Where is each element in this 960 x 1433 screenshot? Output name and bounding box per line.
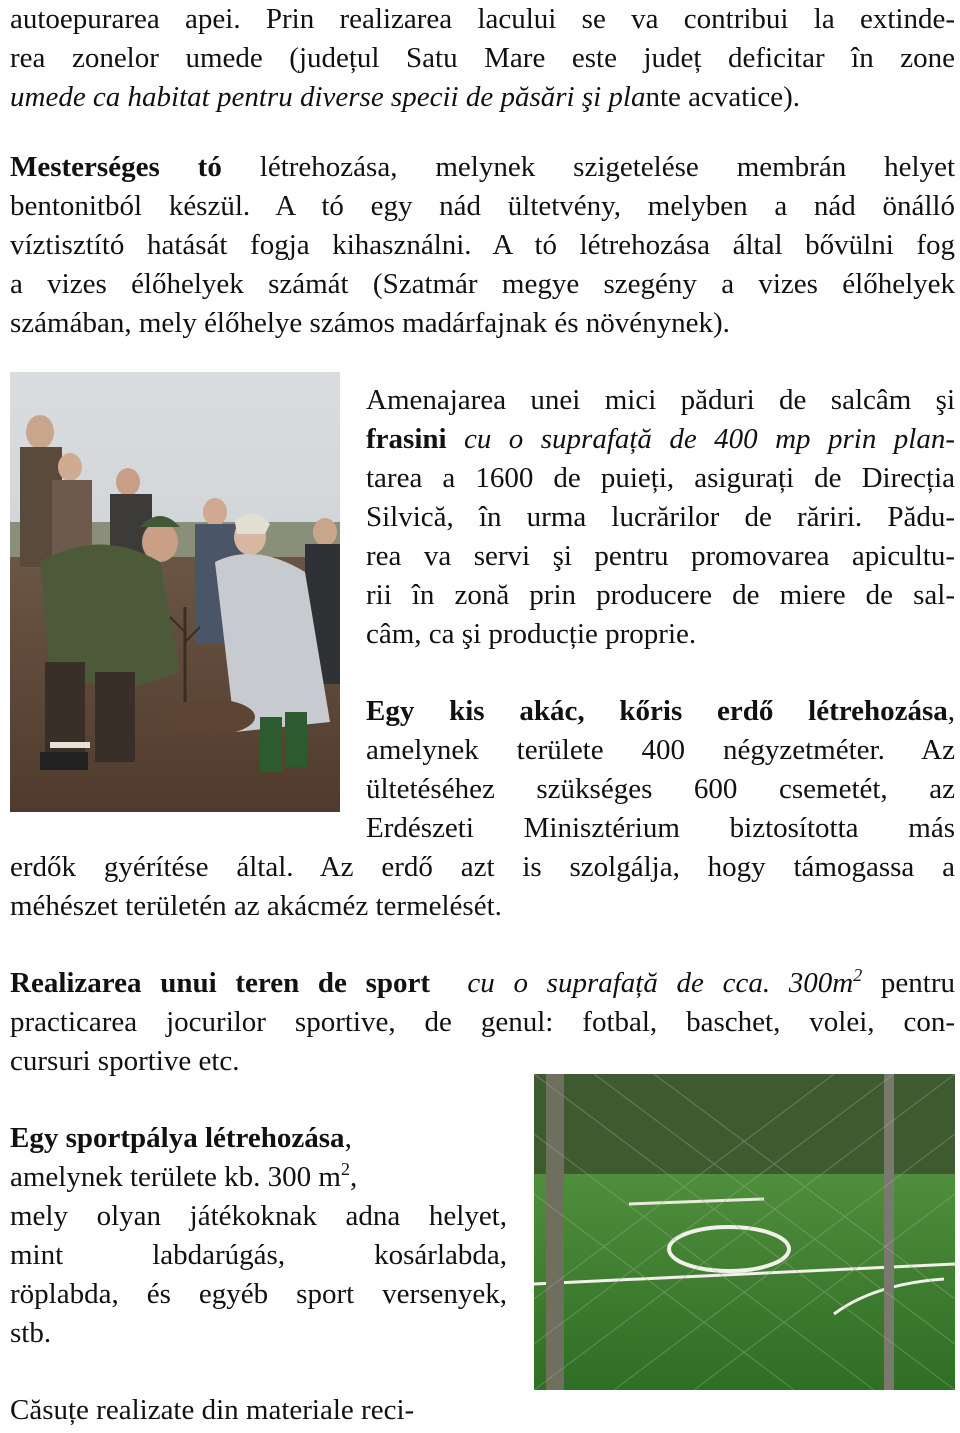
text-line: méhészet területén az akácméz termelését. (10, 890, 502, 922)
text-line (10, 148, 955, 187)
paragraph-ro-houses (10, 1391, 955, 1430)
bold-heading: Căsuțe realizate din materiale reci- (10, 1394, 415, 1426)
text-span: , (349, 1161, 358, 1193)
text-line: rea zonelor umede (județul Satu Mare este județ deficitar în zone (10, 42, 955, 74)
text-span: amelynek területe kb. 300 m (10, 1161, 341, 1193)
text-line: rii în zonă prin producere de miere de sal- (366, 579, 955, 611)
bold-heading: Mesterséges tó (10, 151, 222, 183)
text-line (10, 1158, 507, 1197)
bold-heading: frasini (366, 423, 447, 455)
paragraph-ro-sport (10, 964, 955, 1081)
text-line: bentonitból készül. A tó egy nád ültetvény, melyben a nád önálló (10, 190, 955, 222)
paragraph-hu-forest-full (10, 848, 955, 926)
text-span: , (344, 1122, 352, 1154)
text-line: rea va servi şi pentru promovarea apicultu- (366, 540, 955, 572)
text-line: autoepurarea apei. Prin realizarea lacului se va contribui la extinde- (10, 3, 955, 35)
sports-field-photo (534, 1074, 955, 1390)
text-line (10, 964, 955, 1003)
text-line: practicarea jocurilor sportive, de genul: fotbal, baschet, volei, con- (10, 1006, 955, 1038)
text-line (366, 420, 955, 459)
text-line: cursuri sportive etc. (10, 1045, 240, 1077)
text-line: mint labdarúgás, kosárlabda, (10, 1239, 507, 1271)
text-line: röplabda, és egyéb sport versenyek, (10, 1278, 507, 1310)
text-line: a vizes élőhelyek számát (Szatmár megye szegény a vizes élőhelyek (10, 268, 955, 300)
paragraph-ro-lake (10, 0, 955, 117)
superscript: 2 (853, 965, 863, 985)
text-line: számában, mely élőhelye számos madárfajnak és növénynek). (10, 307, 730, 339)
text-line (10, 1119, 507, 1158)
text-line: stb. (10, 1317, 52, 1349)
text-span: létrehozása, melynek szigetelése membrán helyet (221, 151, 956, 183)
text-line: erdők gyérítése által. Az erdő azt is szolgálja, hogy támogassa a (10, 851, 955, 883)
tree-planting-photo (10, 372, 340, 812)
paragraph-ro-forest (366, 381, 955, 654)
text-span: cu o suprafață de 400 mp prin plan- (446, 423, 955, 455)
bold-heading: Realizarea unui teren de sport (10, 967, 431, 999)
text-line: ültetéséhez szükséges 600 csemetét, az (366, 773, 955, 805)
bold-heading: Amenajarea unei mici păduri de salcâm şi (366, 384, 955, 416)
text-span: , (947, 695, 955, 727)
text-line: Erdészeti Minisztérium biztosította más (366, 812, 955, 844)
paragraph-hu-lake (10, 148, 955, 343)
text-line: víztisztító hatását fogja kihasználni. A tó létrehozása által bővülni fog (10, 229, 955, 261)
bold-heading: Egy kis akác, kőris erdő létrehozása (366, 695, 948, 727)
text-line: Silvică, în urma lucrărilor de răriri. Pădu- (366, 501, 955, 533)
superscript: 2 (340, 1159, 350, 1179)
text-span: nte acvatice). (645, 81, 801, 113)
text-span: pentru (862, 967, 955, 999)
text-line: câm, ca şi producție proprie. (366, 618, 697, 650)
paragraph-hu-forest-right (366, 692, 955, 848)
text-line (10, 78, 955, 117)
paragraph-hu-sport (10, 1119, 507, 1353)
text-span: umede ca habitat pentru diverse specii de păsări şi pla (10, 81, 646, 113)
text-line: tarea a 1600 de puieți, asigurați de Direcția (366, 462, 955, 494)
bold-heading: Egy sportpálya létrehozása (10, 1122, 345, 1154)
text-line: amelynek területe 400 négyzetméter. Az (366, 734, 955, 766)
text-line: mely olyan játékoknak adna helyet, (10, 1200, 507, 1232)
text-span: cu o suprafață de cca. 300m (467, 967, 854, 999)
text-line (366, 692, 955, 731)
